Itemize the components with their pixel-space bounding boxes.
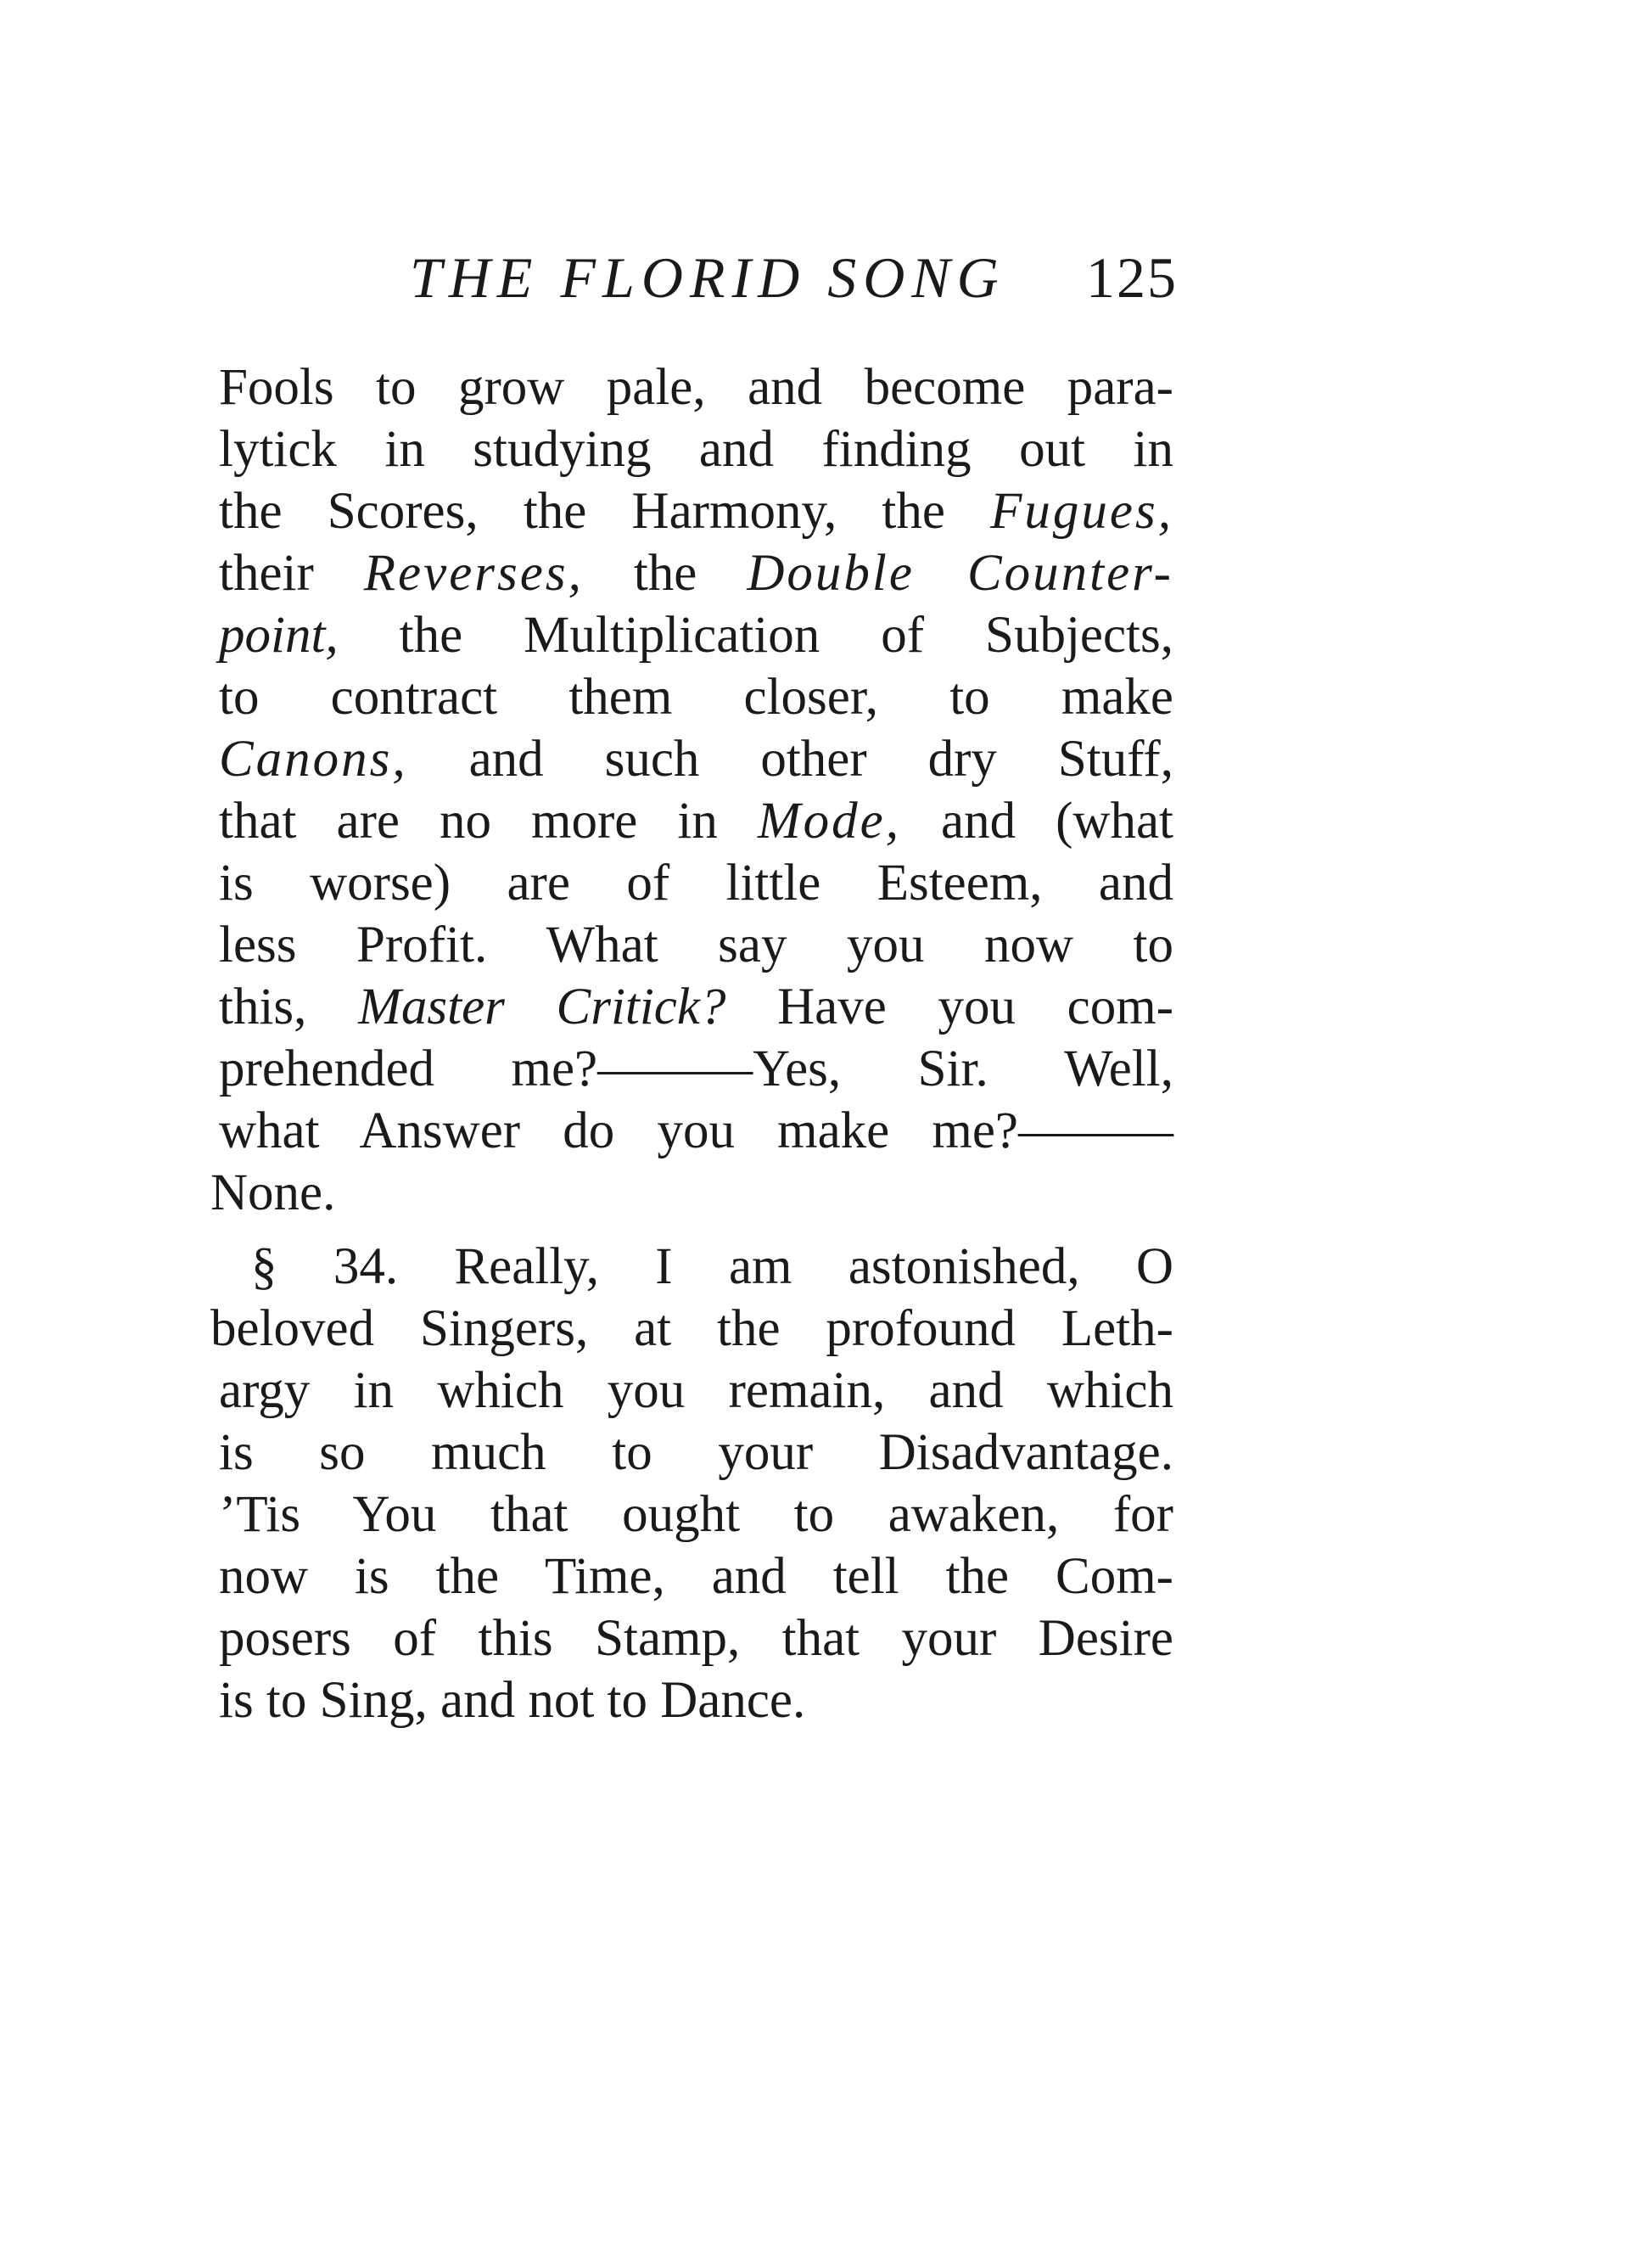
italic-term: Master Critick? [358, 979, 726, 1035]
text-line: is worse) are of little Esteem, and [219, 855, 1173, 912]
running-head [219, 239, 1178, 316]
text-line: Fools to grow pale, and become para- [219, 359, 1173, 416]
text-line: is so much to your Disadvantage. [219, 1424, 1173, 1481]
text-line: posers of this Stamp, that your Desire [219, 1610, 1173, 1667]
paragraph-1 [210, 356, 1174, 1224]
text-line: is to Sing, and not to Dance. [219, 1672, 806, 1729]
text-line: to contract them closer, to make [219, 669, 1173, 726]
text-line: this, Master Critick? Have you com- [219, 979, 1174, 1035]
italic-term: Reverses, [363, 545, 584, 602]
text-line: None. [210, 1164, 336, 1221]
text-line: what Answer do you make me?——— [219, 1102, 1173, 1159]
text-line: that are no more in Mode, and (what [219, 793, 1173, 850]
text-line: prehended me?———Yes, Sir. Well, [219, 1041, 1173, 1097]
text-line: their Reverses, the Double Counter- [219, 545, 1173, 602]
text-line: the Scores, the Harmony, the Fugues, [219, 483, 1173, 540]
italic-term: point, [219, 607, 339, 664]
body-text [210, 356, 1174, 1731]
italic-term: Mode, [757, 793, 901, 850]
page-number: 125 [1086, 245, 1178, 310]
running-title: THE FLORID SONG [410, 245, 1005, 310]
text-line: beloved Singers, at the profound Leth- [210, 1300, 1173, 1357]
text-line: less Profit. What say you now to [219, 917, 1173, 973]
text-line: argy in which you remain, and which [219, 1362, 1173, 1419]
text-line: § 34. Really, I am astonished, O [251, 1238, 1173, 1295]
text-line: Canons, and such other dry Stuff, [219, 731, 1173, 788]
text-line: now is the Time, and tell the Com- [219, 1548, 1173, 1605]
italic-term: Fugues, [990, 483, 1173, 540]
text-line: point, the Multiplication of Subjects, [219, 607, 1173, 664]
text-line: lytick in studying and finding out in [219, 421, 1173, 478]
paragraph-2 [210, 1236, 1173, 1731]
italic-term: Double Counter- [747, 545, 1173, 602]
text-line: ’Tis You that ought to awaken, for [219, 1486, 1173, 1543]
italic-term: Canons, [219, 731, 408, 788]
